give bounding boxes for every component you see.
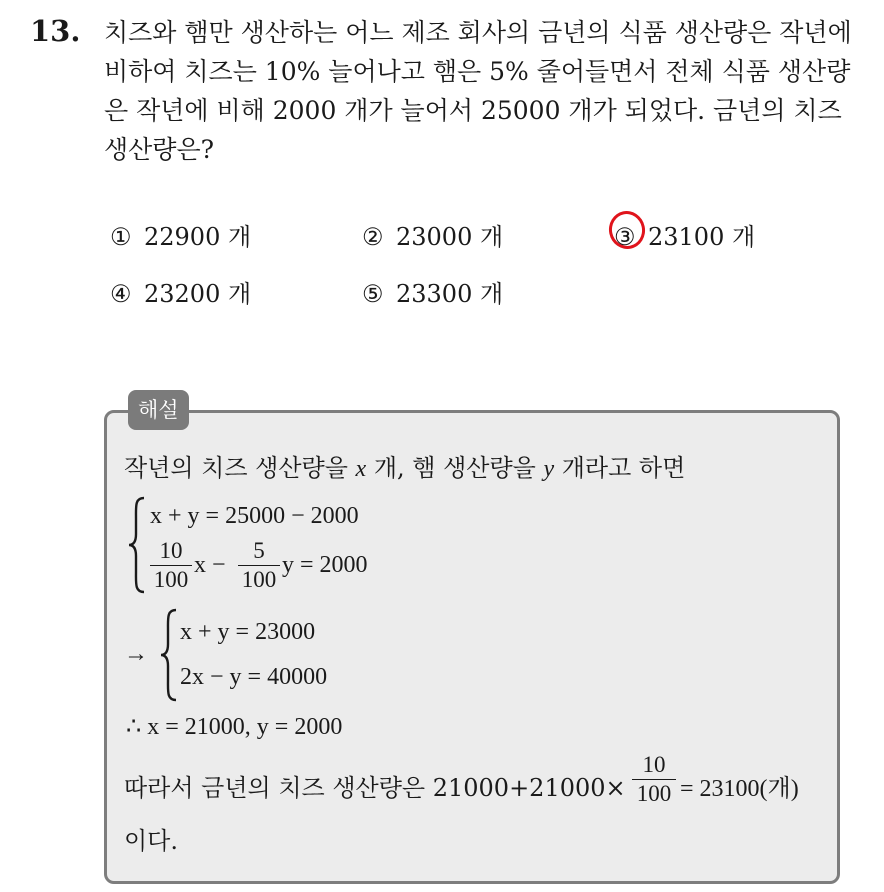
question-line: 치즈와 햄만 생산하는 어느 제조 회사의 금년의 식품 생산량은 작년에 bbox=[104, 18, 852, 47]
frac-bar bbox=[632, 779, 676, 780]
conclusion-result: = 23100(개) bbox=[680, 776, 799, 802]
frac-numerator: 10 bbox=[159, 538, 183, 563]
choice-mark: ③ bbox=[614, 223, 636, 251]
choice-mark: ⑤ bbox=[362, 280, 384, 308]
choice-text: 23200 개 bbox=[144, 280, 252, 308]
fraction-10-over-100 bbox=[150, 538, 192, 593]
fraction-10-over-100 bbox=[632, 752, 676, 807]
question-number: 13. bbox=[30, 14, 81, 48]
intro-text: 작년의 치즈 생산량을 bbox=[124, 454, 356, 482]
choice-text: 23100 개 bbox=[648, 223, 756, 251]
conclusion-text: 따라서 금년의 치즈 생산량은 21000+21000× bbox=[124, 774, 626, 802]
choice-text: 22900 개 bbox=[144, 223, 252, 251]
frac-numerator: 5 bbox=[253, 538, 265, 563]
therefore-line: ∴ x = 21000, y = 2000 bbox=[126, 714, 343, 740]
choice-mark: ① bbox=[110, 223, 132, 251]
choice-text: 23300 개 bbox=[396, 280, 504, 308]
solution-label: 해설 bbox=[128, 390, 189, 430]
equation-1a: x + y = 25000 − 2000 bbox=[150, 503, 359, 529]
question-line: 은 작년에 비해 2000 개가 늘어서 25000 개가 되었다. 금년의 치즈 bbox=[104, 96, 842, 125]
arrow-icon: → bbox=[124, 641, 148, 667]
frac-denominator: 100 bbox=[636, 781, 672, 806]
equation-2b: 2x − y = 40000 bbox=[180, 664, 328, 690]
choice-3[interactable] bbox=[614, 217, 755, 252]
choice-4[interactable] bbox=[110, 274, 251, 309]
frac-denominator: 100 bbox=[241, 567, 277, 592]
question-line: 비하여 치즈는 10% 늘어나고 햄은 5% 줄어들면서 전체 식품 생산량 bbox=[104, 57, 851, 86]
equation-2a: x + y = 23000 bbox=[180, 619, 316, 645]
choice-text: 23000 개 bbox=[396, 223, 504, 251]
left-brace-icon bbox=[126, 496, 148, 594]
fraction-5-over-100 bbox=[238, 538, 280, 593]
frac-denominator: 100 bbox=[153, 567, 189, 592]
frac-bar bbox=[150, 565, 192, 566]
equation-1b-mid: x − bbox=[194, 552, 226, 578]
var-y: y bbox=[543, 456, 555, 482]
question-line: 생산량은? bbox=[104, 135, 215, 164]
var-x: x bbox=[355, 456, 367, 482]
choice-2[interactable] bbox=[362, 217, 503, 252]
equation-1b-tail: y = 2000 bbox=[282, 552, 368, 578]
intro-text: 개, 햄 생산량을 bbox=[366, 454, 544, 482]
frac-numerator: 10 bbox=[642, 752, 666, 777]
intro-text: 개라고 하면 bbox=[554, 454, 686, 482]
question-text bbox=[104, 13, 864, 169]
choice-5[interactable] bbox=[362, 274, 503, 309]
choice-mark: ④ bbox=[110, 280, 132, 308]
choice-mark: ② bbox=[362, 223, 384, 251]
conclusion-ending: 이다. bbox=[124, 827, 178, 855]
choice-1[interactable] bbox=[110, 217, 251, 252]
left-brace-icon bbox=[158, 608, 180, 702]
solution-intro bbox=[124, 448, 685, 483]
frac-bar bbox=[238, 565, 280, 566]
